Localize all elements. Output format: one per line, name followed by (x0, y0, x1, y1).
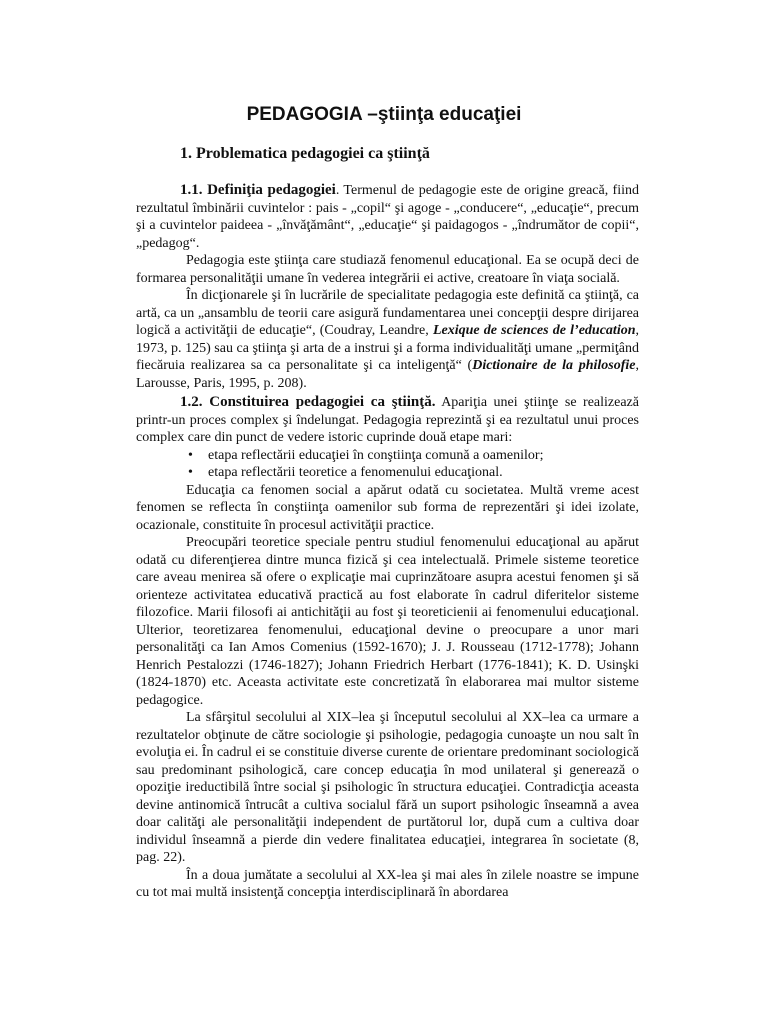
paragraph-definition (136, 182, 639, 252)
section-heading: 1. Problematica pedagogiei ca ştiinţă (180, 145, 430, 162)
subsection-heading-1-1: 1.1. Definiţia pedagogiei (180, 182, 336, 198)
paragraph-text: , Larousse, Paris, 1995, p. 208). (136, 358, 639, 391)
subsection-heading-1-2: 1.2. Constituirea pedagogiei ca ştiinţă. (180, 394, 436, 410)
bullet-list (136, 447, 639, 482)
paragraph: Pedagogia este ştiinţa care studiază fenomenul educaţional. Ea se ocupă deci de formarea personalităţii umane în vederea integrării ei active, creatoare în viaţa socială. (136, 253, 639, 286)
paragraph-text: , 1973, p. 125) sau ca ştiinţa şi arta de a instrui şi a forma individualităţi umane „permiţând fiecăruia realizarea sa ca personalitate şi ca inteligenţă“ ( (136, 323, 639, 373)
citation-title: Dictionaire de la philosofie (472, 358, 636, 373)
page-title: PEDAGOGIA –ştiinţa educaţiei (246, 104, 522, 125)
paragraph: Educaţia ca fenomen social a apărut odată cu societatea. Multă vreme acest fenomen se reflecta în conştiinţa oamenilor sub forma de reprezentări şi idei izolate, ocazionale, constituite în procesul activităţii practice. (136, 482, 639, 533)
paragraph-text: În dicţionarele şi în lucrările de specialitate pedagogia este definită ca ştiinţă, ca artă, ca un „ansamblu de teorii care asigură fundamentarea unei concepţii despre dirijarea logică a activităţii de educaţie“, (Coudray, Leandre, (136, 288, 639, 338)
constitution-text: Apariţia unei ştiinţe se realizează printr-un proces complex şi îndelungat. Pedagogia reprezintă şi ea rezultatul unui proces complex care din punct de vedere istoric cuprinde două etape mari: (136, 395, 639, 445)
paragraph: În a doua jumătate a secolului al XX-lea şi mai ales în zilele noastre se impune cu tot mai multă insistenţă concepţia interdisciplinară în abordarea (136, 867, 639, 900)
paragraph-constitution (136, 394, 639, 447)
list-item (136, 447, 639, 465)
bullet-icon: • (188, 447, 193, 463)
paragraph: Preocupări teoretice speciale pentru studiul fenomenului educaţional au apărut odată cu diferenţierea dintre munca fizică şi cea intelectuală. Primele sisteme teoretice care aveau menirea să ofere o explicaţie mai cuprinzătoare asupra acestui fenomen şi să orienteze activitatea educativă practică au fost elaborate în cadrul diferitelor sisteme filozofice. Marii filosofi ai antichităţii au fost şi teoreticienii ai fenomenului educaţional. Ulterior, teoretizarea fenomenului, educaţional devine o preocupare a unor mari personalităţi ca Ian Amos Comenius (1592-1670); J. J. Rousseau (1712-1778); Johann Henrich Pestalozzi (1746-1827); Johann Friedrich Herbart (1776-1841); K. D. Usinşki (1824-1870) etc. Aceasta activitate este concretizată în elaborarea mai multor sisteme pedagogice. (136, 535, 639, 708)
list-item (136, 464, 639, 482)
paragraph: La sfârşitul secolului al XIX–lea şi începutul secolului al XX–lea ca urmare a rezultatelor obţinute de către sociologie şi psihologie, pedagogia cunoaşte un nou salt în evoluţia ei. În cadrul ei se constituie diverse curente de orientare predominant sociologică sau predominant psihologică, care concep educaţia în mod unilateral şi generează o opoziţie ireductibilă între social şi psihologic în structura educaţiei. Contradicţia aceasta devine antinomică întrucât a cultiva socialul fără un suport psihologic înseamnă a avea doar calităţi ale personalităţii independent de purtătorul lor, după cum a cultiva doar individul înseamnă a pierde din vedere finalitatea educaţiei, integrarea în societate (8, pag. 22). (136, 710, 639, 865)
list-item-text: etapa reflectării educaţiei în conştiinţa comună a oamenilor; (208, 447, 544, 463)
paragraph-dictionaries (136, 287, 639, 392)
definition-text: . Termenul de pedagogie este de origine greacă, fiind rezultatul îmbinării cuvintelor : pais - „copil“ şi agoge - „conducere“, „educaţie“, precum şi a cuvintelor paideea - „învăţământ“, „educaţie“ şi paidagogos - „îndrumător de copii“, „pedagog“. (136, 183, 639, 251)
list-item-text: etapa reflectării teoretice a fenomenului educaţional. (208, 465, 503, 480)
citation-title: Lexique de sciences de l’education (432, 323, 636, 338)
document-body (136, 182, 639, 902)
bullet-icon: • (188, 465, 193, 480)
